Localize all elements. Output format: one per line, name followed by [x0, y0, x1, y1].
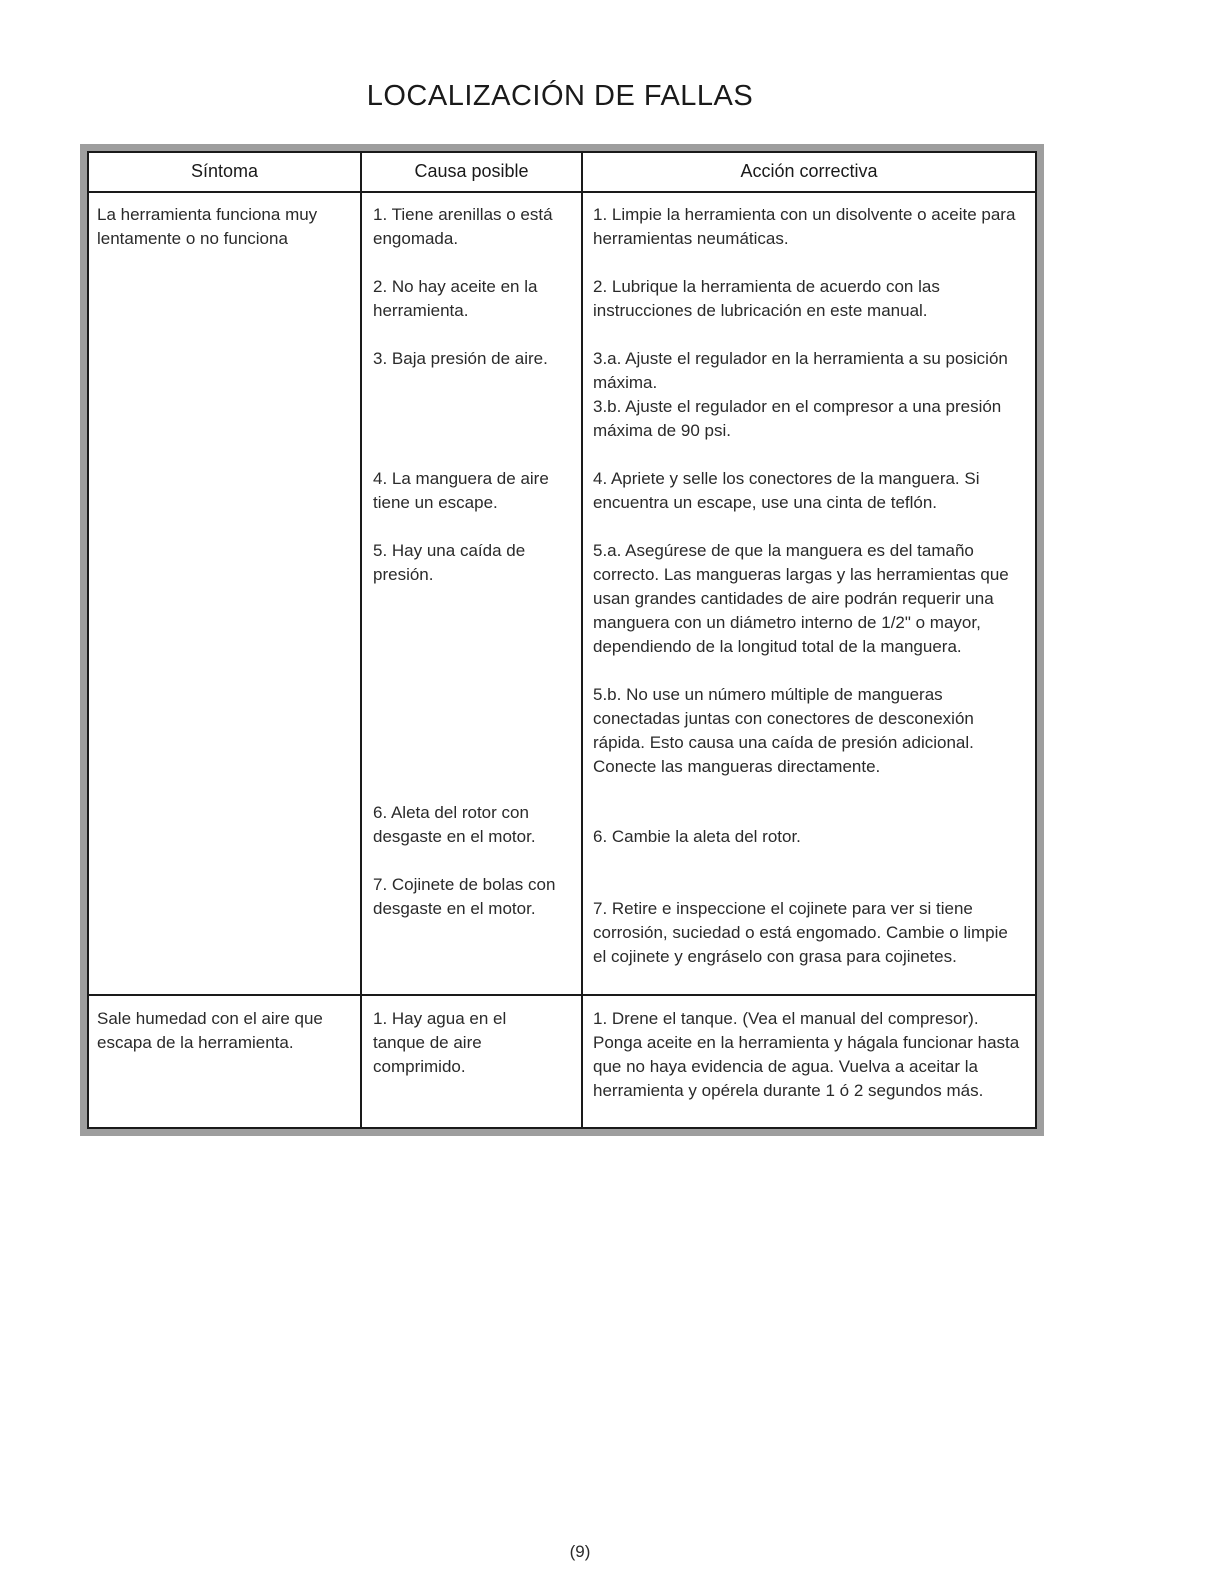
row1-action-3b: 3.b. Ajuste el regulador en el compresor a una presión máxima de 90 psi.	[593, 397, 1002, 440]
row1-cause-5: 5. Hay una caída de presión.	[373, 541, 526, 584]
table-body	[87, 151, 1037, 1129]
row1-cause-2: 2. No hay aceite en la herramienta.	[373, 277, 538, 320]
row-divider	[87, 994, 1037, 996]
row1-action-1: 1. Limpie la herramienta con un disolvente o aceite para herramientas neumáticas.	[593, 205, 1016, 248]
row1-cause-4: 4. La manguera de aire tiene un escape.	[373, 469, 549, 512]
row1-action-3a: 3.a. Ajuste el regulador en la herramienta a su posición máxima.	[593, 349, 1008, 392]
column-divider-1	[360, 151, 362, 1129]
row2-cause-1: 1. Hay agua en el tanque de aire comprimido.	[373, 1009, 507, 1076]
header-symptom: Síntoma	[190, 161, 259, 181]
row2-action-1: 1. Drene el tanque. (Vea el manual del compresor). Ponga aceite en la herramienta y hágala funcionar hasta que no haya evidencia de agua. Vuelva a aceitar la herramienta y opérela durante 1 ó 2 segundos más.	[593, 1009, 1020, 1100]
row1-cause-6: 6. Aleta del rotor con desgaste en el motor.	[373, 803, 536, 846]
header-action: Acción correctiva	[740, 161, 878, 181]
row2-symptom: Sale humedad con el aire que escapa de la herramienta.	[97, 1009, 323, 1052]
row1-symptom: La herramienta funciona muy lentamente o no funciona	[97, 205, 318, 248]
row1-action-5b: 5.b. No use un número múltiple de mangueras conectadas juntas con conectores de desconexión rápida. Esto causa una caída de presión adicional. Conecte las mangueras directamente.	[593, 685, 974, 776]
troubleshooting-table	[80, 144, 1044, 1136]
column-divider-2	[581, 151, 583, 1129]
table-right-border	[1035, 151, 1037, 1129]
table-left-border	[87, 151, 89, 1129]
row1-action-7: 7. Retire e inspeccione el cojinete para ver si tiene corrosión, suciedad o está engomado. Cambie o limpie el cojinete y engráselo con grasa para cojinetes.	[593, 899, 1008, 966]
header-divider	[87, 191, 1037, 193]
row1-cause-7: 7. Cojinete de bolas con desgaste en el motor.	[373, 875, 556, 918]
table-bottom-border	[87, 1127, 1037, 1129]
row1-action-4: 4. Apriete y selle los conectores de la manguera. Si encuentra un escape, use una cinta de teflón.	[593, 469, 980, 512]
row1-cause-3: 3. Baja presión de aire.	[373, 349, 548, 368]
row1-action-5a: 5.a. Asegúrese de que la manguera es del tamaño correcto. Las mangueras largas y las herramientas que usan grandes cantidades de aire podrán requerir una manguera con un diámetro interno de 1/2" o mayor, dependiendo de la longitud total de la manguera.	[593, 541, 1009, 656]
row1-action-2: 2. Lubrique la herramienta de acuerdo con las instrucciones de lubricación en este manual.	[593, 277, 940, 320]
header-cause: Causa posible	[414, 161, 529, 181]
row1-action-6: 6. Cambie la aleta del rotor.	[593, 827, 801, 846]
page-number: (9)	[569, 1542, 591, 1561]
row1-cause-1: 1. Tiene arenillas o está engomada.	[373, 205, 553, 248]
page-title: LOCALIZACIÓN DE FALLAS	[366, 80, 754, 112]
